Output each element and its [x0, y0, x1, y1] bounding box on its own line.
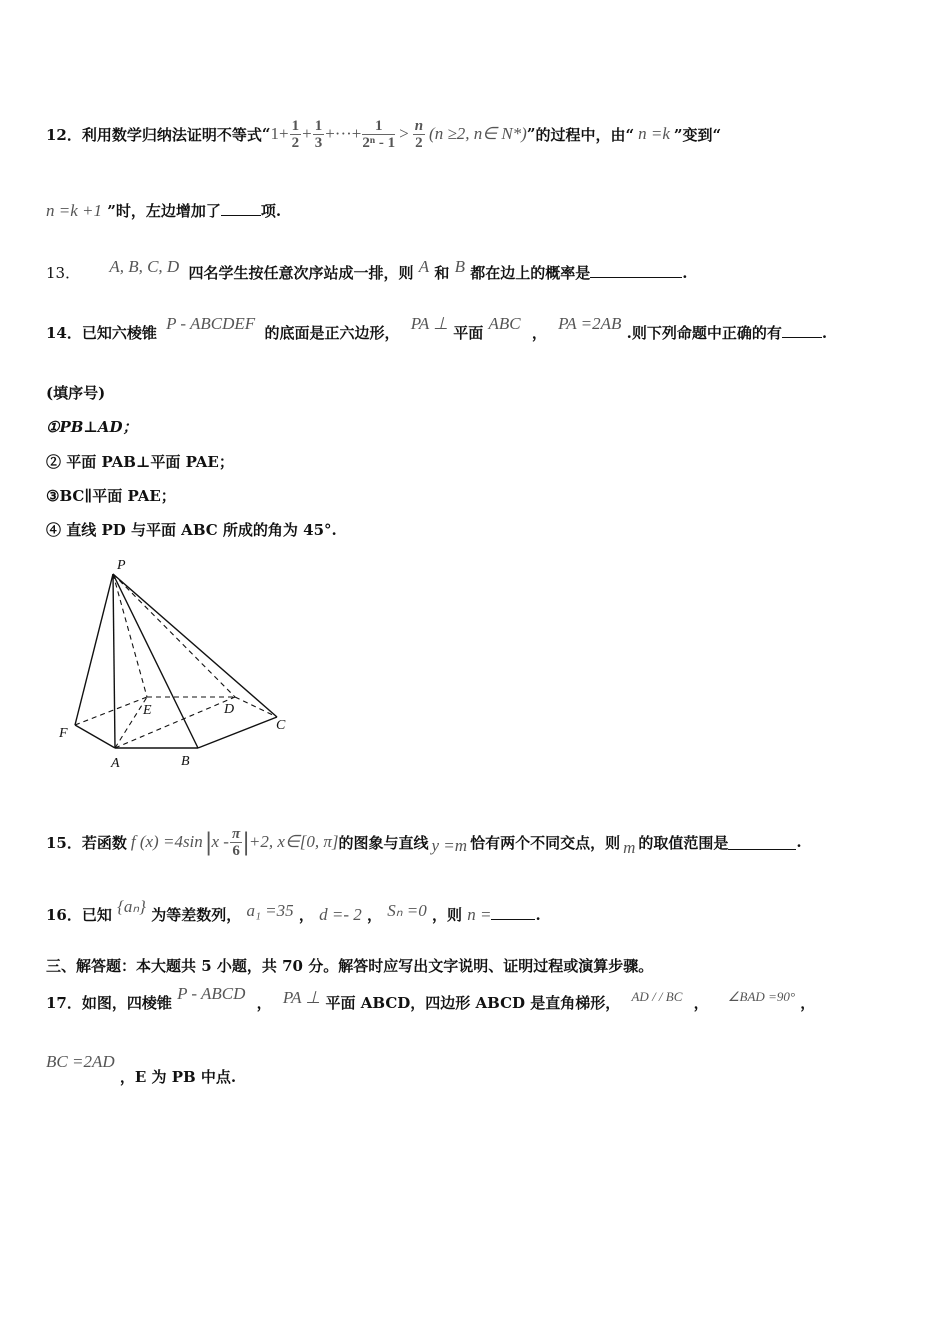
q12-plus: +	[302, 124, 312, 143]
question-14	[46, 314, 828, 343]
label-f: F	[59, 726, 68, 741]
edge-pb	[113, 574, 198, 748]
q17-angle: ∠BAD =90°	[727, 989, 796, 1004]
q14-comma: ，	[531, 324, 547, 342]
q12-quote-open: “	[261, 125, 271, 143]
q17-pyramid: P - ABCD	[177, 984, 246, 1003]
q12-fraction-3: $\frac{1}{\text{2ⁿ - 1}}$	[362, 117, 396, 151]
q12-fraction-4: $\frac{n}{2}$	[414, 117, 424, 151]
q15-text-3: 的取值范围是	[638, 833, 729, 852]
q12-condition: (n ≥2, n∈ N*)	[429, 124, 527, 143]
q15-end: .	[796, 833, 802, 851]
q13-a: A	[418, 257, 430, 276]
q12-number: 12．利用数学归纳法证明不等式	[46, 125, 262, 144]
q14-pa-perp: PA ⊥	[410, 314, 449, 333]
q12-answer-blank[interactable]	[221, 200, 261, 216]
q15-line-ym: y =m	[431, 836, 468, 855]
q12-gt: >	[399, 124, 409, 143]
question-17-line1	[46, 984, 816, 1013]
q12-fraction-1: $\frac{1}{2}$	[291, 117, 300, 151]
q14-number: 14．已知六棱锥	[46, 324, 157, 342]
q14-plane-word: 平面	[453, 324, 484, 342]
q14-end: .	[821, 324, 828, 342]
q12-change-text: ”变到“	[673, 125, 722, 144]
q15-answer-blank[interactable]	[728, 834, 796, 850]
edge-pf	[75, 574, 113, 725]
q13-text-1: 四名学生按任意次序站成一排，则	[188, 264, 414, 282]
q16-number: 16．已知	[46, 906, 112, 924]
q16-text-2: ，则	[431, 906, 462, 924]
question-16	[46, 897, 541, 925]
q16-sequence: {aₙ}	[117, 897, 146, 916]
label-e: E	[143, 703, 152, 718]
question-13	[46, 257, 688, 283]
q13-student-set: A, B, C, D	[109, 257, 180, 276]
q16-comma-1: ，	[298, 906, 314, 924]
q16-answer-blank[interactable]	[491, 904, 535, 920]
q16-sn: Sₙ =0	[387, 901, 427, 920]
edge-pe	[113, 574, 147, 697]
q15-arg: x -	[211, 832, 229, 851]
q17-number: 17．如图，四棱锥	[46, 994, 172, 1012]
q14-note: (填序号)	[46, 384, 106, 402]
q12-dots: +···+	[325, 124, 362, 143]
q15-text-2: 恰有两个不同交点，则	[470, 833, 621, 852]
q17-parallel: AD / / BC	[631, 989, 683, 1004]
q12-expr-lead: 1+	[270, 124, 289, 143]
q12-fraction-2: $\frac{1}{3}$	[314, 117, 323, 151]
q12-quote-close: ”	[526, 125, 536, 143]
q14-abc: ABC	[488, 314, 521, 333]
q15-rest: +2, x∈[0, π]	[248, 832, 339, 851]
q15-text-1: 的图象与直线	[338, 833, 429, 852]
q14-pyramid: P - ABCDEF	[166, 314, 256, 333]
q17-bc-equals: BC =2AD	[46, 1052, 115, 1071]
edge-pc	[113, 574, 277, 717]
q16-a1: a₁ =35	[246, 901, 294, 920]
q14-text-1: 的底面是正六边形，	[264, 324, 400, 342]
q15-number: 15．若函数	[46, 833, 127, 852]
edge-pa	[113, 574, 115, 748]
q13-b: B	[454, 257, 465, 276]
q15-abs-close: |	[243, 827, 249, 856]
q16-d: d =- 2	[319, 905, 362, 924]
edge-pd	[113, 574, 235, 697]
q12-mid-text: 的过程中，由“	[535, 125, 635, 144]
q16-comma-2: ，	[366, 906, 382, 924]
q15-abs-open: |	[205, 827, 212, 856]
q14-pa-equals: PA =2AB	[558, 314, 622, 333]
q15-pi-over-6: $\frac{\pi}{6}$	[231, 825, 241, 859]
q15-function: f (x) =4sin	[130, 832, 203, 851]
q15-m: m	[623, 838, 636, 857]
edge-fe	[75, 697, 147, 725]
question-12-line2	[46, 200, 281, 221]
q12-end-text: ”时，左边增加了	[107, 202, 221, 220]
q16-end: .	[535, 906, 541, 924]
q13-text-2: 都在边上的概率是	[470, 264, 591, 282]
section-3-heading: 三、解答题：本大题共 5 小题，共 70 分。解答时应写出文字说明、证明过程或演算步骤。	[46, 957, 654, 975]
question-15	[46, 812, 802, 872]
label-b: B	[181, 754, 190, 769]
q17-comma-1: ，	[256, 994, 272, 1012]
q14-answer-blank[interactable]	[782, 322, 822, 338]
question-12-line1	[46, 104, 721, 164]
label-c: C	[276, 718, 286, 733]
q14-option-1: ①PB⊥AD；	[46, 418, 138, 436]
q12-n-equals-k: n =k	[638, 124, 670, 143]
q17-comma-2: ，	[693, 994, 709, 1012]
q14-text-2: .则下列命题中正确的有	[626, 324, 782, 342]
q17-text-1: 平面 ABCD，四边形 ABCD 是直角梯形，	[325, 994, 621, 1012]
q17-text-2: ，E 为 PB 中点.	[119, 1068, 237, 1086]
q14-option-4: ④ 直线 PD 与平面 ABC 所成的角为 45°.	[46, 521, 337, 539]
label-p: P	[117, 558, 126, 573]
q17-comma-3: ，	[800, 994, 816, 1012]
q13-and: 和	[434, 264, 450, 282]
q14-option-3: ③BC∥平面 PAE；	[46, 487, 176, 505]
label-d: D	[224, 702, 235, 717]
q17-pa-perp: PA ⊥	[282, 988, 321, 1007]
q14-option-2: ② 平面 PAB⊥平面 PAE；	[46, 453, 234, 471]
label-a: A	[111, 756, 120, 771]
q13-end: .	[682, 264, 688, 282]
edge-dc	[235, 697, 277, 717]
pyramid-figure	[50, 552, 310, 777]
q16-text-1: 为等差数列，	[151, 906, 242, 924]
q16-n: n =	[467, 905, 492, 924]
q12-tail-text: 项.	[260, 202, 282, 220]
edge-fa	[75, 725, 115, 748]
edge-bc	[198, 717, 277, 748]
q12-n-equals-k-plus-1: n =k +1	[46, 201, 102, 220]
q13-answer-blank[interactable]	[590, 262, 682, 278]
question-17-line2	[46, 1052, 237, 1086]
q13-number: 13．	[46, 264, 81, 282]
